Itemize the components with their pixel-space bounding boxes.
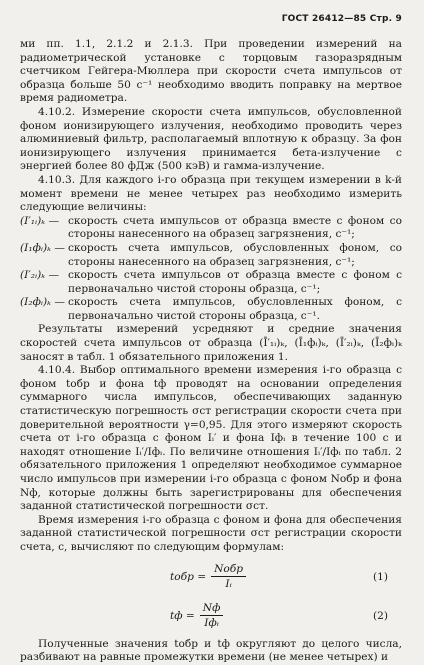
definition-text: скорость счета импульсов от образца вместе с фоном со стороны нанесенного на образец загрязнения, с⁻¹; [68,214,402,241]
formula-numerator: Nф [200,602,224,616]
page-header: ГОСТ 26412—85 Стр. 9 [281,14,402,24]
definition-item [20,242,402,269]
formula-lhs: tф = [170,609,195,622]
definition-item [20,215,402,242]
formula-2 [20,599,402,633]
paragraph-continuation: ми пп. 1.1, 2.1.2 и 2.1.3. При проведении измерений на радиометрической установке с торцовым газоразрядным счетчиком Гейгера-Мюллера при скорости счета импульсов от образца больше 50 с⁻¹ необходимо вводить поправку на мертвое время радиометра. [20,38,402,105]
definition-symbol: (I₁фᵢ)ₖ — [20,241,65,254]
formula-denominator: Iфᵢ [204,617,219,630]
definition-text: скорость счета импульсов, обусловленных фоном, с первоначально чистой стороны образца, с⁻¹. [68,296,402,322]
paragraph-4-10-3: 4.10.3. Для каждого i-го образца при текущем измерении в k-й момент времени не менее четырех раз необходимо измерить следующие величины: [20,173,402,214]
definition-text: скорость счета импульсов от образца вместе с фоном с первоначально чистой стороны образца, с⁻¹; [68,269,402,295]
paragraph-4-10-2: 4.10.2. Измерение скорости счета импульсов, обусловленной фоном ионизирующего излучения, необходимо проводить через алюминиевый фильтр, располагаемый вплотную к образцу. За фон ионизирующего излучения принимается бета-излучение с энергией более 80 фДж (500 кэВ) и гамма-излучение. [20,105,402,173]
paragraph-final: Полученные значения tобр и tф округляют до целого числа, разбивают на равные промежутки времени (не менее четырех) и [20,637,402,664]
definition-symbol: (I′₂ᵢ)ₖ — [20,269,60,282]
definition-list [20,215,402,324]
paragraph-time: Время измерения i-го образца с фоном и фона для обеспечения заданной статистической погрешности σст регистрации скорости счета, с, вычисляют по следующим формулам: [20,513,402,553]
definition-symbol: (I′₁ᵢ)ₖ — [20,214,60,227]
formula-fraction [211,563,246,590]
formula-numerator: Nобр [211,563,246,577]
paragraph-4-10-4: 4.10.4. Выбор оптимального времени измерения i-го образца с фоном tобр и фона tф проводят на основании определения суммарного числа импульсов, обеспечивающих заданную статистическую погрешность σст регистрации скорости счета при доверительной вероятности γ=0,95. Для этого измеряют скорость счета от i-го образца с фоном Iᵢ′ и фона Iфᵢ в течение 100 с и находят отношение Iᵢ′/Iфᵢ. По величине отношения Iᵢ′/Iфᵢ по табл. 2 обязательного приложения 1 определяют необходимое суммарное число импульсов при измерении i-го образца с фоном Nобр и фона Nф, которые должны быть зарегистрированы для обеспечения заданной статистической погрешности σст. [20,364,402,513]
formula-1 [20,560,402,594]
definition-item [20,296,402,323]
formula-denominator: Iᵢ [225,578,232,591]
formula-lhs: tобр = [170,570,207,583]
formula-fraction [200,602,224,629]
definition-symbol: (I₂фᵢ)ₖ — [20,296,65,309]
definition-item [20,269,402,296]
paragraph-results: Результаты измерений усредняют и средние значения скоростей счета импульсов от образца (Ī′₁ᵢ)ₖ, (Ī₁фᵢ)ₖ, (Ī′₂ᵢ)ₖ, (Ī₂фᵢ)ₖ заносят в табл. 1 обязательного приложения 1. [20,323,402,363]
formula-number: (1) [372,570,388,583]
formula-number: (2) [372,609,388,622]
definition-text: скорость счета импульсов, обусловленных фоном, со стороны нанесенного на образец загрязнения, с⁻¹; [68,241,402,268]
